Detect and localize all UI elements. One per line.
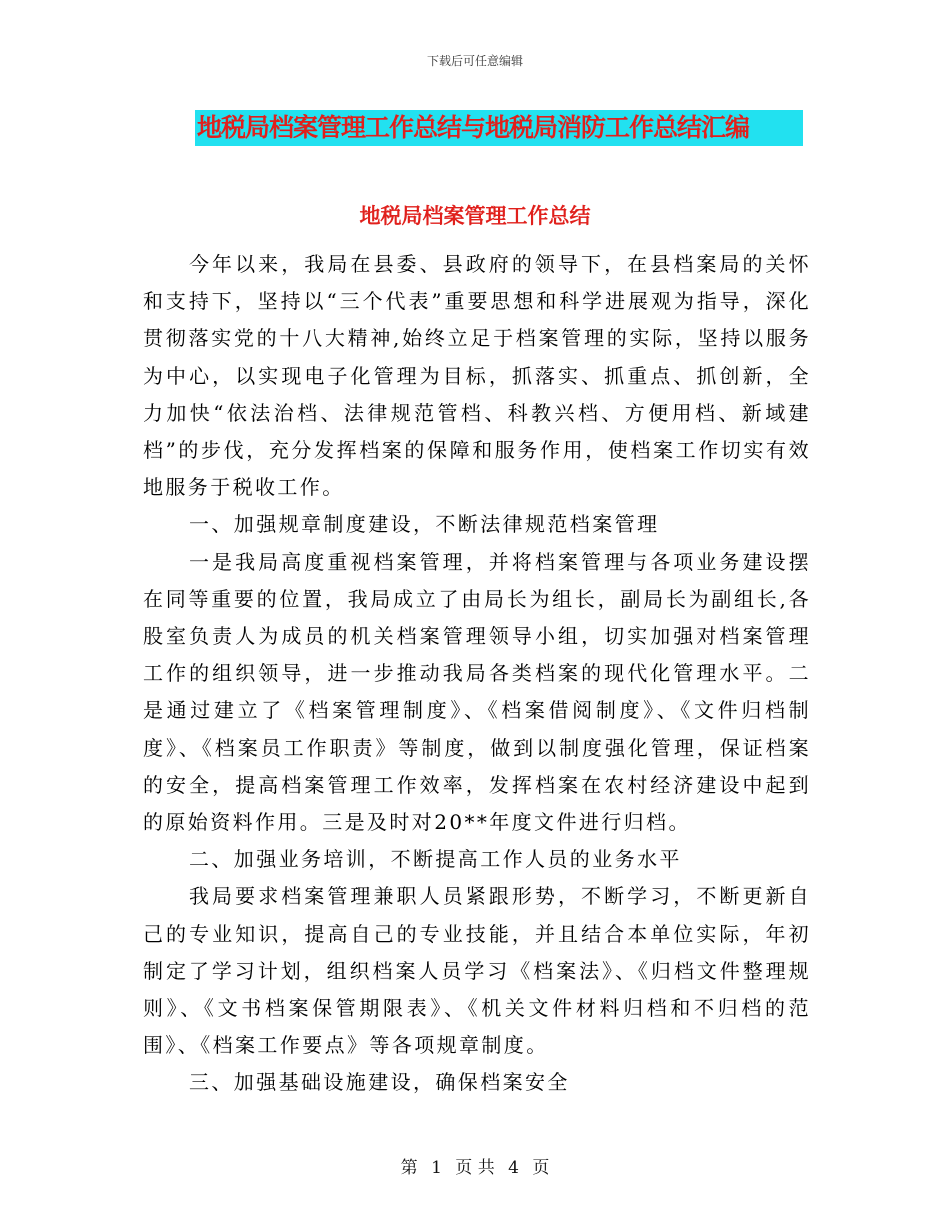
paragraph-section-1: 一是我局高度重视档案管理，并将档案管理与各项业务建设摆在同等重要的位置，我局成立了由局长为组长，副局长为副组长,各股室负责人为成员的机关档案管理领导小组，切实加强对档案管理工作的组织领导，进一步推动我局各类档案的现代化管理水平。二是通过建立了《档案管理制度》、《档案借阅制度》、《文件归档制度》、《档案员工作职责》等制度，做到以制度强化管理，保证档案的安全，提高档案管理工作效率，发挥档案在农村经济建设中起到的原始资料作用。三是及时对20**年度文件进行归档。: [143, 549, 811, 835]
footer-total-pages: 4: [508, 1158, 519, 1178]
footer-suffix: 页: [532, 1158, 550, 1178]
footer-page-number: 1: [431, 1158, 442, 1178]
paragraph-section-2: 我局要求档案管理兼职人员紧跟形势，不断学习，不断更新自己的专业知识，提高自己的专业技能，并且结合本单位实际，年初制定了学习计划，组织档案人员学习《档案法》、《归档文件整理规则》、《文书档案保管期限表》、《机关文件材料归档和不归档的范围》、《档案工作要点》等各项规章制度。: [143, 884, 811, 1058]
main-title-highlight: [195, 110, 803, 146]
paragraph-intro: 今年以来，我局在县委、县政府的领导下，在县档案局的关怀和支持下，坚持以“三个代表”重要思想和科学进展观为指导，深化贯彻落实党的十八大精神,始终立足于档案管理的实际，坚持以服务为中心，以实现电子化管理为目标，抓落实、抓重点、抓创新，全力加快“依法治档、法律规范管档、科教兴档、方便用档、新域建档”的步伐，充分发挥档案的保障和服务作用，使档案工作切实有效地服务于税收工作。: [143, 252, 811, 500]
heading-section-3: 三、加强基础设施建设，确保档案安全: [189, 1070, 570, 1095]
body-text: [143, 246, 811, 1102]
footer-mid: 页 共: [455, 1158, 495, 1178]
main-title: 地税局档案管理工作总结与地税局消防工作总结汇编: [197, 113, 750, 142]
heading-section-1: 一、加强规章制度建设，不断法律规范档案管理: [189, 512, 660, 537]
page-footer: [0, 1153, 950, 1178]
footer-prefix: 第: [400, 1158, 418, 1178]
header-note: 下载后可任意编辑: [426, 54, 523, 68]
section-title: 地税局档案管理工作总结: [359, 204, 591, 228]
heading-section-2: 二、加强业务培训，不断提高工作人员的业务水平: [189, 847, 682, 872]
